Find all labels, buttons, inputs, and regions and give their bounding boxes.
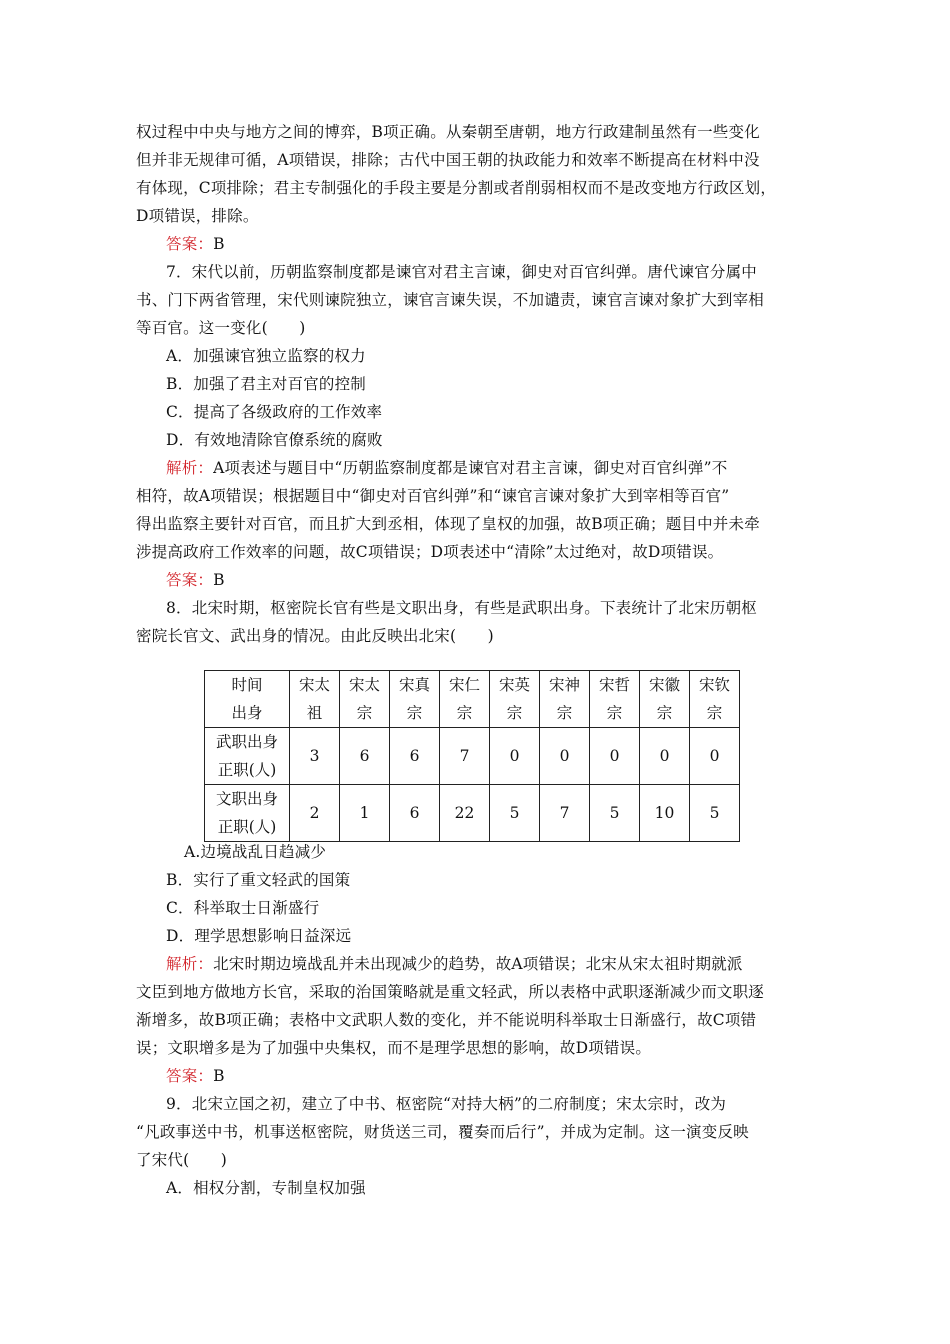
question-stem: 9．北宋立国之初，建立了中书、枢密院“对持大柄”的二府制度；宋太宗时，改为	[166, 1095, 727, 1113]
header-line: 宋真	[398, 676, 430, 694]
question-stem: 书、门下两省管理，宋代则谏院独立，谏官言谏失误，不加谴责，谏官言谏对象扩大到宰相	[136, 291, 765, 309]
row-header-line: 文职出身	[215, 790, 278, 808]
row-header	[205, 728, 290, 785]
analysis-line: 文臣到地方做地方长官，采取的治国策略就是重文轻武，所以表格中武职逐渐减少而文职逐	[136, 983, 765, 1001]
answer-line	[166, 1062, 856, 1090]
answer-label: 答案：	[166, 235, 214, 253]
table-cell: 7	[540, 785, 590, 842]
answer-label: 答案：	[166, 1067, 214, 1085]
row-header-line: 武职出身	[215, 733, 278, 751]
option: A．相权分割，专制皇权加强	[166, 1179, 366, 1197]
question-stem: 密院长官文、武出身的情况。由此反映出北宋( )	[136, 627, 494, 645]
column-header	[290, 671, 340, 728]
answer-value: B	[213, 235, 225, 253]
table-cell: 6	[390, 728, 440, 785]
header-line: 宋钦	[698, 676, 730, 694]
analysis-line: 渐增多，故B项正确；表格中文武职人数的变化，并不能说明科举取士日渐盛行，故C项错	[136, 1011, 757, 1029]
column-header	[690, 671, 740, 728]
header-line: 宗	[656, 704, 673, 722]
question-stem: 7．宋代以前，历朝监察制度都是谏官对君主言谏，御史对百官纠弹。唐代谏官分属中	[166, 263, 757, 281]
answer-value: B	[213, 571, 225, 589]
analysis-line: 得出监察主要针对百官，而且扩大到丞相，体现了皇权的加强，故B项正确；题目中并未牵	[136, 515, 760, 533]
column-header	[640, 671, 690, 728]
table-header-row	[205, 671, 740, 728]
column-header	[340, 671, 390, 728]
column-header	[490, 671, 540, 728]
answer-value: B	[213, 1067, 225, 1085]
table-cell: 0	[640, 728, 690, 785]
option: A.边境战乱日趋减少	[184, 843, 327, 861]
analysis-text: 北宋时期边境战乱并未出现减少的趋势，故A项错误；北宋从宋太祖时期就派	[213, 955, 743, 973]
table-cell: 7	[440, 728, 490, 785]
table-cell: 0	[540, 728, 590, 785]
header-line: 宗	[706, 704, 723, 722]
corner-top: 时间	[231, 676, 263, 694]
table-cell: 22	[440, 785, 490, 842]
analysis-label: 解析：	[166, 459, 214, 477]
header-line: 宗	[356, 704, 373, 722]
table-cell: 6	[390, 785, 440, 842]
option: A．加强谏官独立监察的权力	[166, 347, 366, 365]
analysis-line	[166, 950, 856, 978]
answer-line	[166, 230, 856, 258]
column-header	[440, 671, 490, 728]
table-corner-cell	[205, 671, 290, 728]
header-line: 宗	[556, 704, 573, 722]
statistics-table	[204, 670, 740, 842]
table-cell: 0	[690, 728, 740, 785]
header-line: 宋英	[498, 676, 530, 694]
header-line: 宗	[606, 704, 623, 722]
question-stem: 了宋代( )	[136, 1151, 227, 1169]
option: C．提高了各级政府的工作效率	[166, 403, 383, 421]
answer-label: 答案：	[166, 571, 214, 589]
header-line: 宗	[406, 704, 423, 722]
table-cell: 3	[290, 728, 340, 785]
header-line: 宋哲	[598, 676, 630, 694]
option: C．科举取士日渐盛行	[166, 899, 320, 917]
header-line: 宋徽	[648, 676, 680, 694]
table-row	[205, 785, 740, 842]
header-line: 宗	[506, 704, 523, 722]
table-cell: 5	[590, 785, 640, 842]
column-header	[590, 671, 640, 728]
header-line: 宗	[456, 704, 473, 722]
question-stem: “凡政事送中书，机事送枢密院，财货送三司，覆奏而后行”，并成为定制。这一演变反映	[136, 1123, 749, 1141]
table-cell: 5	[490, 785, 540, 842]
row-header-line: 正职(人)	[217, 761, 277, 779]
table-row	[205, 728, 740, 785]
header-line: 宋神	[548, 676, 580, 694]
header-line: 宋太	[348, 676, 380, 694]
table-cell: 2	[290, 785, 340, 842]
analysis-line: 涉提高政府工作效率的问题，故C项错误；D项表述中“清除”太过绝对，故D项错误。	[136, 543, 724, 561]
analysis-label: 解析：	[166, 955, 214, 973]
analysis-line	[166, 454, 856, 482]
option: D．有效地清除官僚系统的腐败	[166, 431, 383, 449]
table-cell: 0	[490, 728, 540, 785]
row-header-line: 正职(人)	[217, 818, 277, 836]
answer-line	[166, 566, 856, 594]
column-header	[540, 671, 590, 728]
text-line: D项错误，排除。	[136, 207, 259, 225]
option: B．实行了重文轻武的国策	[166, 871, 351, 889]
table-cell: 0	[590, 728, 640, 785]
header-line: 宋仁	[448, 676, 480, 694]
table-cell: 1	[340, 785, 390, 842]
option: B．加强了君主对百官的控制	[166, 375, 366, 393]
table-cell: 6	[340, 728, 390, 785]
text-line: 权过程中中央与地方之间的博弈，B项正确。从秦朝至唐朝，地方行政建制虽然有一些变化	[136, 123, 760, 141]
header-line: 祖	[306, 704, 323, 722]
corner-bottom: 出身	[231, 704, 263, 722]
table-cell: 5	[690, 785, 740, 842]
row-header	[205, 785, 290, 842]
question-stem: 8．北宋时期，枢密院长官有些是文职出身，有些是武职出身。下表统计了北宋历朝枢	[166, 599, 757, 617]
analysis-text: A项表述与题目中“历朝监察制度都是谏官对君主言谏，御史对百官纠弹”不	[213, 459, 728, 477]
option: D．理学思想影响日益深远	[166, 927, 352, 945]
column-header	[390, 671, 440, 728]
table-cell: 10	[640, 785, 690, 842]
analysis-line: 相符，故A项错误；根据题目中“御史对百官纠弹”和“谏官言谏对象扩大到宰相等百官”	[136, 487, 730, 505]
header-line: 宋太	[298, 676, 330, 694]
text-line: 有体现，C项排除；君主专制强化的手段主要是分割或者削弱相权而不是改变地方行政区划，	[136, 179, 777, 197]
text-line: 但并非无规律可循，A项错误，排除；古代中国王朝的执政能力和效率不断提高在材料中没	[136, 151, 760, 169]
analysis-line: 误；文职增多是为了加强中央集权，而不是理学思想的影响，故D项错误。	[136, 1039, 652, 1057]
question-stem: 等百官。这一变化( )	[136, 319, 306, 337]
